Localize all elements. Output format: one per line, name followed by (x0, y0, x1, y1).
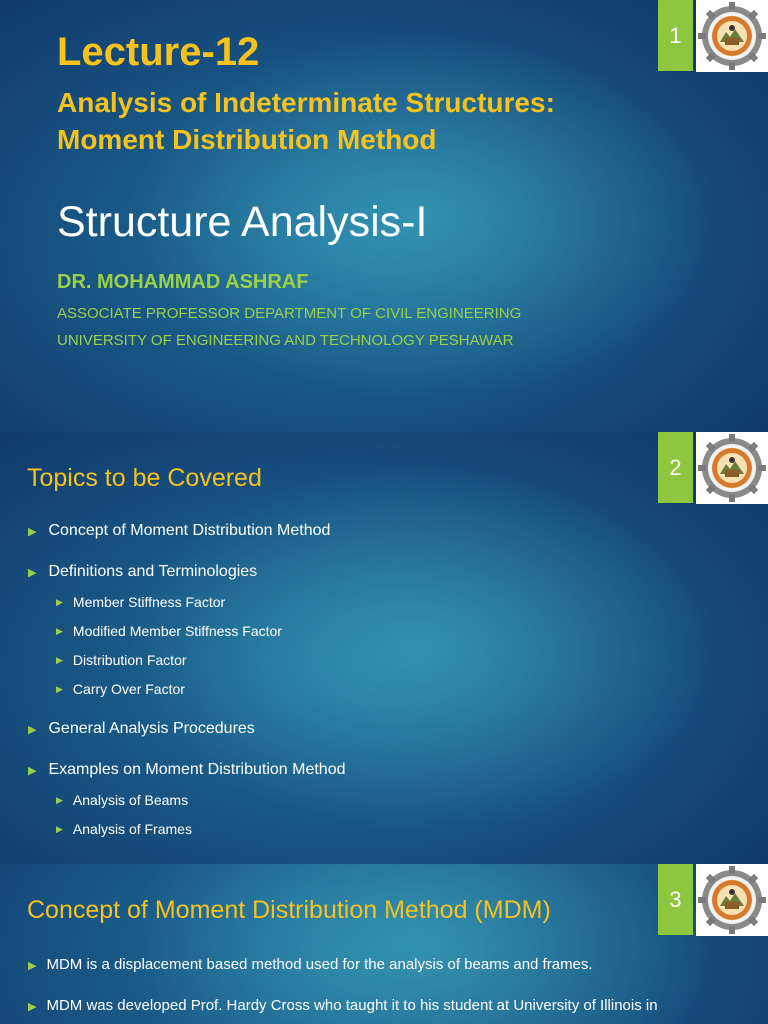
list-item-text: Distribution Factor (72, 652, 187, 668)
list-subitem (56, 623, 282, 639)
list-item-text: Examples on Moment Distribution Method (48, 761, 346, 778)
slide-3 (0, 864, 768, 1024)
subtitle-line-1: Analysis of Indeterminate Structures: (57, 87, 555, 118)
triangle-bullet-icon: ▶ (56, 683, 63, 694)
list-item (28, 956, 742, 973)
slide-number: 3 (658, 864, 693, 935)
triangle-bullet-icon: ▶ (28, 764, 37, 777)
affiliation-line-2: UNIVERSITY OF ENGINEERING AND TECHNOLOGY PESHAWAR (57, 332, 514, 349)
triangle-bullet-icon: ▶ (28, 723, 37, 736)
university-logo-icon (696, 432, 768, 504)
university-logo-icon (696, 864, 768, 936)
triangle-bullet-icon: ▶ (56, 625, 63, 636)
subtitle-line-2: Moment Distribution Method (57, 124, 437, 155)
list-item (28, 997, 742, 1014)
list-item-text: Analysis of Beams (72, 792, 189, 808)
university-logo-icon (696, 0, 768, 72)
list-item-text: General Analysis Procedures (48, 720, 255, 737)
list-item-text: Concept of Moment Distribution Method (48, 522, 331, 539)
list-item-text: Carry Over Factor (72, 681, 185, 697)
lecture-subtitle (57, 84, 555, 158)
author-name: DR. MOHAMMAD ASHRAF (57, 271, 309, 293)
list-item-text: MDM is a displacement based method used for the analysis of beams and frames. (46, 956, 593, 973)
list-item (28, 563, 257, 581)
list-item (28, 761, 346, 779)
list-item (28, 720, 255, 738)
slide-2 (0, 432, 768, 864)
list-subitem (56, 681, 185, 697)
slide-1 (0, 0, 768, 432)
triangle-bullet-icon: ▶ (56, 794, 63, 805)
triangle-bullet-icon: ▶ (56, 596, 63, 607)
affiliation-line-1: ASSOCIATE PROFESSOR DEPARTMENT OF CIVIL ENGINEERING (57, 305, 522, 322)
slide-number: 2 (658, 432, 693, 503)
list-item-text: Definitions and Terminologies (48, 563, 258, 580)
list-subitem (56, 821, 192, 837)
triangle-bullet-icon: ▶ (56, 823, 63, 834)
triangle-bullet-icon: ▶ (28, 566, 37, 579)
triangle-bullet-icon: ▶ (28, 1001, 37, 1013)
triangle-bullet-icon: ▶ (28, 960, 37, 972)
triangle-bullet-icon: ▶ (28, 525, 37, 538)
list-item-text: MDM was developed Prof. Hardy Cross who taught it to his student at University of Illinois in (46, 997, 658, 1014)
slide-title: Concept of Moment Distribution Method (MDM) (27, 896, 551, 924)
course-title: Structure Analysis-I (57, 198, 428, 246)
list-item-text: Modified Member Stiffness Factor (72, 623, 282, 639)
triangle-bullet-icon: ▶ (56, 654, 63, 665)
lecture-title: Lecture-12 (57, 30, 260, 74)
list-item (28, 522, 330, 540)
slide-title: Topics to be Covered (27, 464, 262, 492)
list-subitem (56, 652, 187, 668)
list-subitem (56, 792, 188, 808)
list-subitem (56, 594, 225, 610)
list-item-text: Analysis of Frames (72, 821, 192, 837)
list-item-text: Member Stiffness Factor (72, 594, 226, 610)
slide-number: 1 (658, 0, 693, 71)
